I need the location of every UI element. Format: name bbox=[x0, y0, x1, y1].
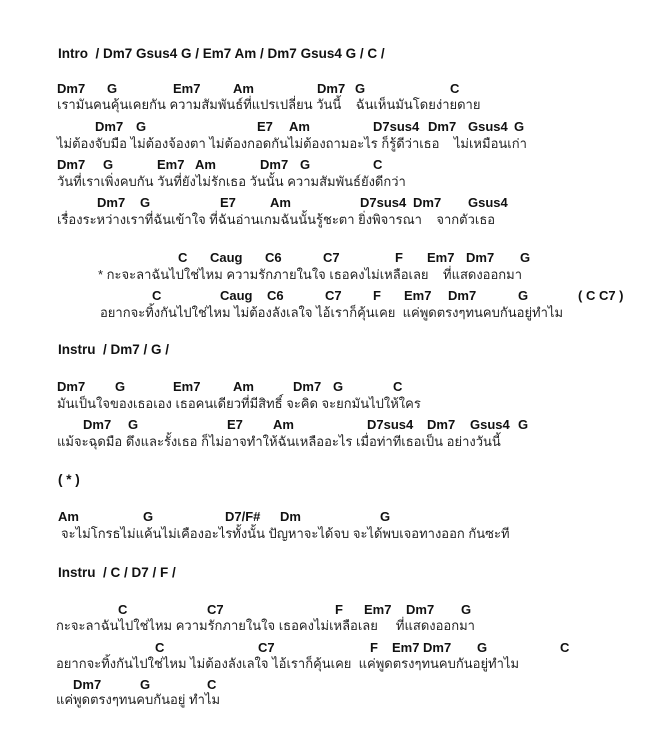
lyric-line: * กะจะลาฉันไปใช่ไหม ความรักภายในใจ เธอคงไม่เหลือเลย ที่แสดงออกมา bbox=[98, 267, 523, 282]
chord-token: C bbox=[178, 250, 188, 265]
chord-token: Dm7 bbox=[83, 417, 112, 432]
lyric-line: เรื่องระหว่างเราที่ฉันเข้าใจ ที่ฉันอ่านเกมฉันนั้นรู้ชะตา ยิ่งพิจารณา จากตัวเธอ bbox=[57, 212, 496, 227]
chord-token: Dm7 bbox=[293, 379, 322, 394]
chord-token: G bbox=[520, 250, 531, 265]
section-label: ( * ) bbox=[58, 472, 80, 487]
chord-token: Am bbox=[270, 195, 291, 210]
lyric-line: อยากจะทิ้งกันไปใช่ไหม ไม่ต้องลังเลใจ ไอ้เราก็คุ้นเคย แค่พูดตรงๆทนคบกันอยู่ทำไม bbox=[56, 656, 520, 671]
chord-token: C6 bbox=[267, 288, 284, 303]
chord-token: G bbox=[518, 417, 529, 432]
lyric-line: ไม่ต้องจับมือ ไม่ต้องจ้องตา ไม่ต้องกอดกันไม่ต้องถามอะไร ก็รู้ดีว่าเธอ ไม่เหมือนเก่า bbox=[57, 136, 527, 151]
chord-token: C bbox=[207, 677, 217, 692]
chord-token: Dm7 bbox=[95, 119, 124, 134]
chord-token: Dm7 bbox=[97, 195, 126, 210]
lyric-line: เรามันคนคุ้นเคยกัน ความสัมพันธ์ที่แปรเปลี่ยน วันนี้ ฉันเห็นมันโดยง่ายดาย bbox=[57, 97, 481, 112]
chord-token: Dm7 bbox=[57, 379, 86, 394]
chord-token: G bbox=[518, 288, 529, 303]
chord-token: F bbox=[335, 602, 343, 617]
chord-token: Em7 bbox=[404, 288, 432, 303]
chord-token: Dm7 bbox=[57, 157, 86, 172]
chord-token: E7 bbox=[227, 417, 243, 432]
chord-token: C bbox=[560, 640, 570, 655]
chord-token: Dm7 bbox=[317, 81, 346, 96]
lyric-line: แค่พูดตรงๆทนคบกันอยู่ ทำไม bbox=[56, 692, 221, 707]
chord-token: G bbox=[300, 157, 311, 172]
chord-token: Em7 bbox=[364, 602, 392, 617]
lyric-line: มันเป็นใจของเธอเอง เธอคนเดียวที่มีสิทธิ์ จะคิด จะยกมันไปให้ใคร bbox=[57, 396, 421, 411]
lyric-line: จะไม่โกรธไม่แค้นไม่เคืองอะไรทั้งนั้น ปัญหาจะได้จบ จะได้พบเจอทางออก กันซะที bbox=[61, 526, 510, 541]
chord-token: Em7 bbox=[173, 379, 201, 394]
chord-token: C7 bbox=[258, 640, 275, 655]
chord-token: Dm7 bbox=[466, 250, 495, 265]
chord-token: F bbox=[373, 288, 381, 303]
chord-token: G bbox=[107, 81, 118, 96]
lyric-line: อยากจะทิ้งกันไปใช่ไหม ไม่ต้องลังเลใจ ไอ้เราก็คุ้นเคย แค่พูดตรงๆทนคบกันอยู่ทำไม bbox=[100, 305, 564, 320]
chord-token: G bbox=[143, 509, 154, 524]
chord-token: G bbox=[140, 195, 151, 210]
lyric-line: กะจะลาฉันไปใช่ไหม ความรักภายในใจ เธอคงไม่เหลือเลย ที่แสดงออกมา bbox=[56, 618, 475, 633]
chord-token: G bbox=[140, 677, 151, 692]
chord-token: Gsus4 bbox=[468, 119, 508, 134]
chord-token: D7sus4 bbox=[367, 417, 414, 432]
chord-token: Am bbox=[233, 81, 254, 96]
chord-token: G bbox=[477, 640, 488, 655]
chord-token: ( C C7 ) bbox=[578, 288, 624, 303]
chord-token: C bbox=[152, 288, 162, 303]
chord-token: C bbox=[393, 379, 403, 394]
lyric-line: แม้จะฉุดมือ ดึงและรั้งเธอ ก็ไม่อาจทำให้ฉันเหลืออะไร เมื่อท่าทีเธอเป็น อย่างวันนี้ bbox=[57, 434, 501, 449]
section-label: Instru / C / D7 / F / bbox=[58, 565, 176, 580]
chord-token: F bbox=[370, 640, 378, 655]
chord-token: Caug bbox=[210, 250, 243, 265]
chord-token: Am bbox=[58, 509, 79, 524]
chord-token: D7sus4 bbox=[360, 195, 407, 210]
chord-token: D7sus4 bbox=[373, 119, 420, 134]
chord-token: G bbox=[380, 509, 391, 524]
chord-token: C7 bbox=[325, 288, 342, 303]
chord-token: Em7 bbox=[173, 81, 201, 96]
chord-token: G bbox=[103, 157, 114, 172]
chord-token: Caug bbox=[220, 288, 253, 303]
chord-token: G bbox=[128, 417, 139, 432]
chord-token: C bbox=[450, 81, 460, 96]
chord-token: Dm7 bbox=[73, 677, 102, 692]
chord-token: Em7 bbox=[157, 157, 185, 172]
chord-token: Em7 bbox=[392, 640, 420, 655]
chord-token: Am bbox=[289, 119, 310, 134]
chord-token: F bbox=[395, 250, 403, 265]
chord-token: Gsus4 bbox=[468, 195, 508, 210]
chord-token: Dm7 bbox=[428, 119, 457, 134]
chord-token: G bbox=[136, 119, 147, 134]
chord-token: C6 bbox=[265, 250, 282, 265]
chord-token: Gsus4 bbox=[470, 417, 510, 432]
chord-token: C bbox=[373, 157, 383, 172]
chord-token: Dm bbox=[280, 509, 301, 524]
chord-token: C7 bbox=[207, 602, 224, 617]
chord-token: Dm7 bbox=[448, 288, 477, 303]
chord-token: Em7 bbox=[427, 250, 455, 265]
chord-token: G bbox=[115, 379, 126, 394]
chord-token: E7 bbox=[257, 119, 273, 134]
lyric-line: วันที่เราเพิ่งคบกัน วันที่ยังไม่รักเธอ วันนั้น ความสัมพันธ์ยังดีกว่า bbox=[57, 174, 406, 189]
chord-token: C bbox=[118, 602, 128, 617]
chord-token: Am bbox=[195, 157, 216, 172]
chord-token: G bbox=[514, 119, 525, 134]
chord-token: Dm7 bbox=[260, 157, 289, 172]
chord-token: Dm7 bbox=[57, 81, 86, 96]
chord-token: G bbox=[333, 379, 344, 394]
chord-token: Dm7 bbox=[423, 640, 452, 655]
chord-token: C bbox=[155, 640, 165, 655]
chord-token: Dm7 bbox=[427, 417, 456, 432]
section-label: Instru / Dm7 / G / bbox=[58, 342, 170, 357]
chord-token: Am bbox=[233, 379, 254, 394]
chord-token: Dm7 bbox=[406, 602, 435, 617]
chord-token: G bbox=[461, 602, 472, 617]
chord-token: E7 bbox=[220, 195, 236, 210]
chord-token: G bbox=[355, 81, 366, 96]
section-label: Intro / Dm7 Gsus4 G / Em7 Am / Dm7 Gsus4 G / C / bbox=[58, 46, 385, 61]
chord-token: Dm7 bbox=[413, 195, 442, 210]
chord-token: C7 bbox=[323, 250, 340, 265]
chord-token: D7/F# bbox=[225, 509, 261, 524]
chord-token: Am bbox=[273, 417, 294, 432]
